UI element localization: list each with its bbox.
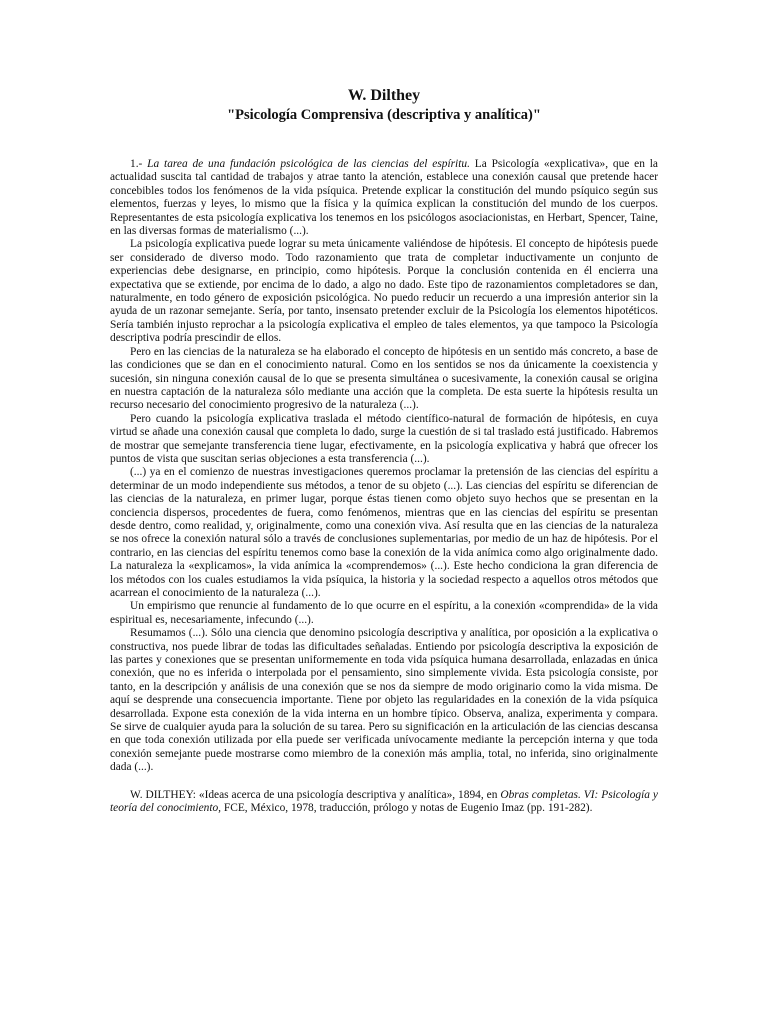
section-number: 1.- [130,158,143,170]
document-title: "Psicología Comprensiva (descriptiva y analítica)" [227,107,541,123]
paragraph-1 [110,158,658,238]
reference-collection: Obras completas. VI: Psicología y teoría del conocimiento, [110,788,658,815]
paragraph-4: Pero cuando la psicología explicativa traslada el método científico-natural de formación de hipótesis, en cuya virtud se añade una conexión causal que completa lo dado, surge la cuestión de si tal traslado está justificado. Habremos de mostrar que semejante transferencia tiene lugar, efectivamente, en la psicología explicativa y habrá que ofrecer los puntos de vista que suscitan serias objeciones a esta transferencia (...). [110,412,658,465]
document-body [110,158,658,775]
paragraph-5: (...) ya en el comienzo de nuestras investigaciones queremos proclamar la pretensión de las ciencias del espíritu a determinar de un modo independiente sus métodos, a tenor de su objeto (...). Las ciencias del espíritu se diferencian de las ciencias de la naturaleza, en primer lugar, porque éstas tienen como objeto suyo hechos que se presentan en la conciencia dispersos, procedentes de fuera, como fenómenos, mientras que en las ciencias del espíritu se presentan desde dentro, como realidad, y, originalmente, como una conexión viva. Así resulta que en las ciencias de la naturaleza se nos ofrece la conexión natural sólo a través de conclusiones suplementarias, por medio de un haz de hipótesis. Por el contrario, en las ciencias del espíritu tenemos como base la conexión de la vida anímica como algo originalmente dado. La naturaleza la «explicamos», la vida anímica la «comprendemos» (...). Este hecho condiciona la gran diferencia de los métodos con los cuales estudiamos la vida psíquica, la historia y la sociedad respecto a aquellos otros métodos que acarrean el conocimiento de la naturaleza (...). [110,466,658,599]
paragraph-2: La psicología explicativa puede lograr su meta únicamente valiéndose de hipótesis. El concepto de hipótesis puede ser considerado de diverso modo. Todo razonamiento que trata de completar inductivamente un conjunto de experiencias debe designarse, en principio, como hipótesis. Porque la conclusión contenida en él encierra una expectativa que se extiende, por encima de lo dado, a algo no dado. Este tipo de razonamientos completadores se dan, naturalmente, en todo género de exposición psicológica. No puedo reducir un recuerdo a una impresión anterior sin la ayuda de un razonar semejante. Sería, por tanto, insensato pretender excluir de la Psicología los elementos hipotéticos. Sería también injusto reprochar a la psicología explicativa el empleo de tales elementos, ya que tampoco la Psicología descriptiva podría prescindir de ellos. [110,238,658,345]
section-heading: La tarea de una fundación psicológica de las ciencias del espíritu. [147,158,470,170]
paragraph-text: La Psicología «explicativa», que en la actualidad suscita tal cantidad de trabajos y atrae tanto la atención, establece una conexión causal que pretende hacer concebibles todos los fenómenos de la vida psíquica. Pretende explicar la constitución del mundo psíquico según sus elementos, fuerzas y leyes, lo mismo que la física y la química explican la constitución del mundo de los cuerpos. Representantes de esta psicología explicativa los tenemos en los psicólogos asociacionistas, en Herbart, Spencer, Taine, en las diversas formas de materialismo (...). [110,158,658,238]
paragraph-7: Resumamos (...). Sólo una ciencia que denomino psicología descriptiva y analítica, por oposición a la explicativa o constructiva, nos puede librar de todas las dificultades señaladas. Entiendo por psicología descriptiva la exposición de las partes y conexiones que se presentan uniformemente en toda vida psíquica humana desarrollada, enlazadas en única conexión, que no es inferida o interpolada por el pensamiento, sino simplemente vivida. Esta psicología consiste, por tanto, en la descripción y análisis de una conexión que se nos da siempre de modo originario como la vida misma. De aquí se desprende una consecuencia importante. Tiene por objeto las regularidades en la conexión de la vida psíquica desarrollada. Expone esta conexión de la vida interna en un hombre típico. Observa, analiza, experimenta y compara. Se sirve de cualquier ayuda para la solución de su tarea. Pero su significación en la articulación de las ciencias descansa en que toda conexión utilizada por ella puede ser verificada unívocamente mediante la percepción interna y que toda conexión semejante puede mostrarse como miembro de la conexión más amplia, total, no inferida, sino originalmente dada (...). [110,627,658,774]
author-heading: W. Dilthey [347,87,421,104]
bibliographic-reference [110,789,658,816]
paragraph-6: Un empirismo que renuncie al fundamento de lo que ocurre en el espíritu, a la conexión «comprendida» de la vida espiritual es, necesariamente, infecundo (...). [110,600,658,626]
paragraph-3: Pero en las ciencias de la naturaleza se ha elaborado el concepto de hipótesis en un sentido más concreto, a base de las condiciones que se dan en el conocimiento natural. Como en los sentidos se nos da únicamente la coexistencia y sucesión, sin ninguna conexión causal de lo que se presenta simultánea o sucesivamente, la conexión causal se origina en nuestra captación de la naturaleza sólo mediante una acción que la completa. De esta suerte la hipótesis resulta un recurso necesario del conocimiento progresivo de la naturaleza (...). [110,345,658,412]
reference-details: FCE, México, 1978, traducción, prólogo y notas de Eugenio Imaz (pp. 191-282). [223,802,593,815]
reference-author: W. DILTHEY: [130,788,196,801]
reference-work: «Ideas acerca de una psicología descriptiva y analítica», 1894, en [198,788,498,801]
